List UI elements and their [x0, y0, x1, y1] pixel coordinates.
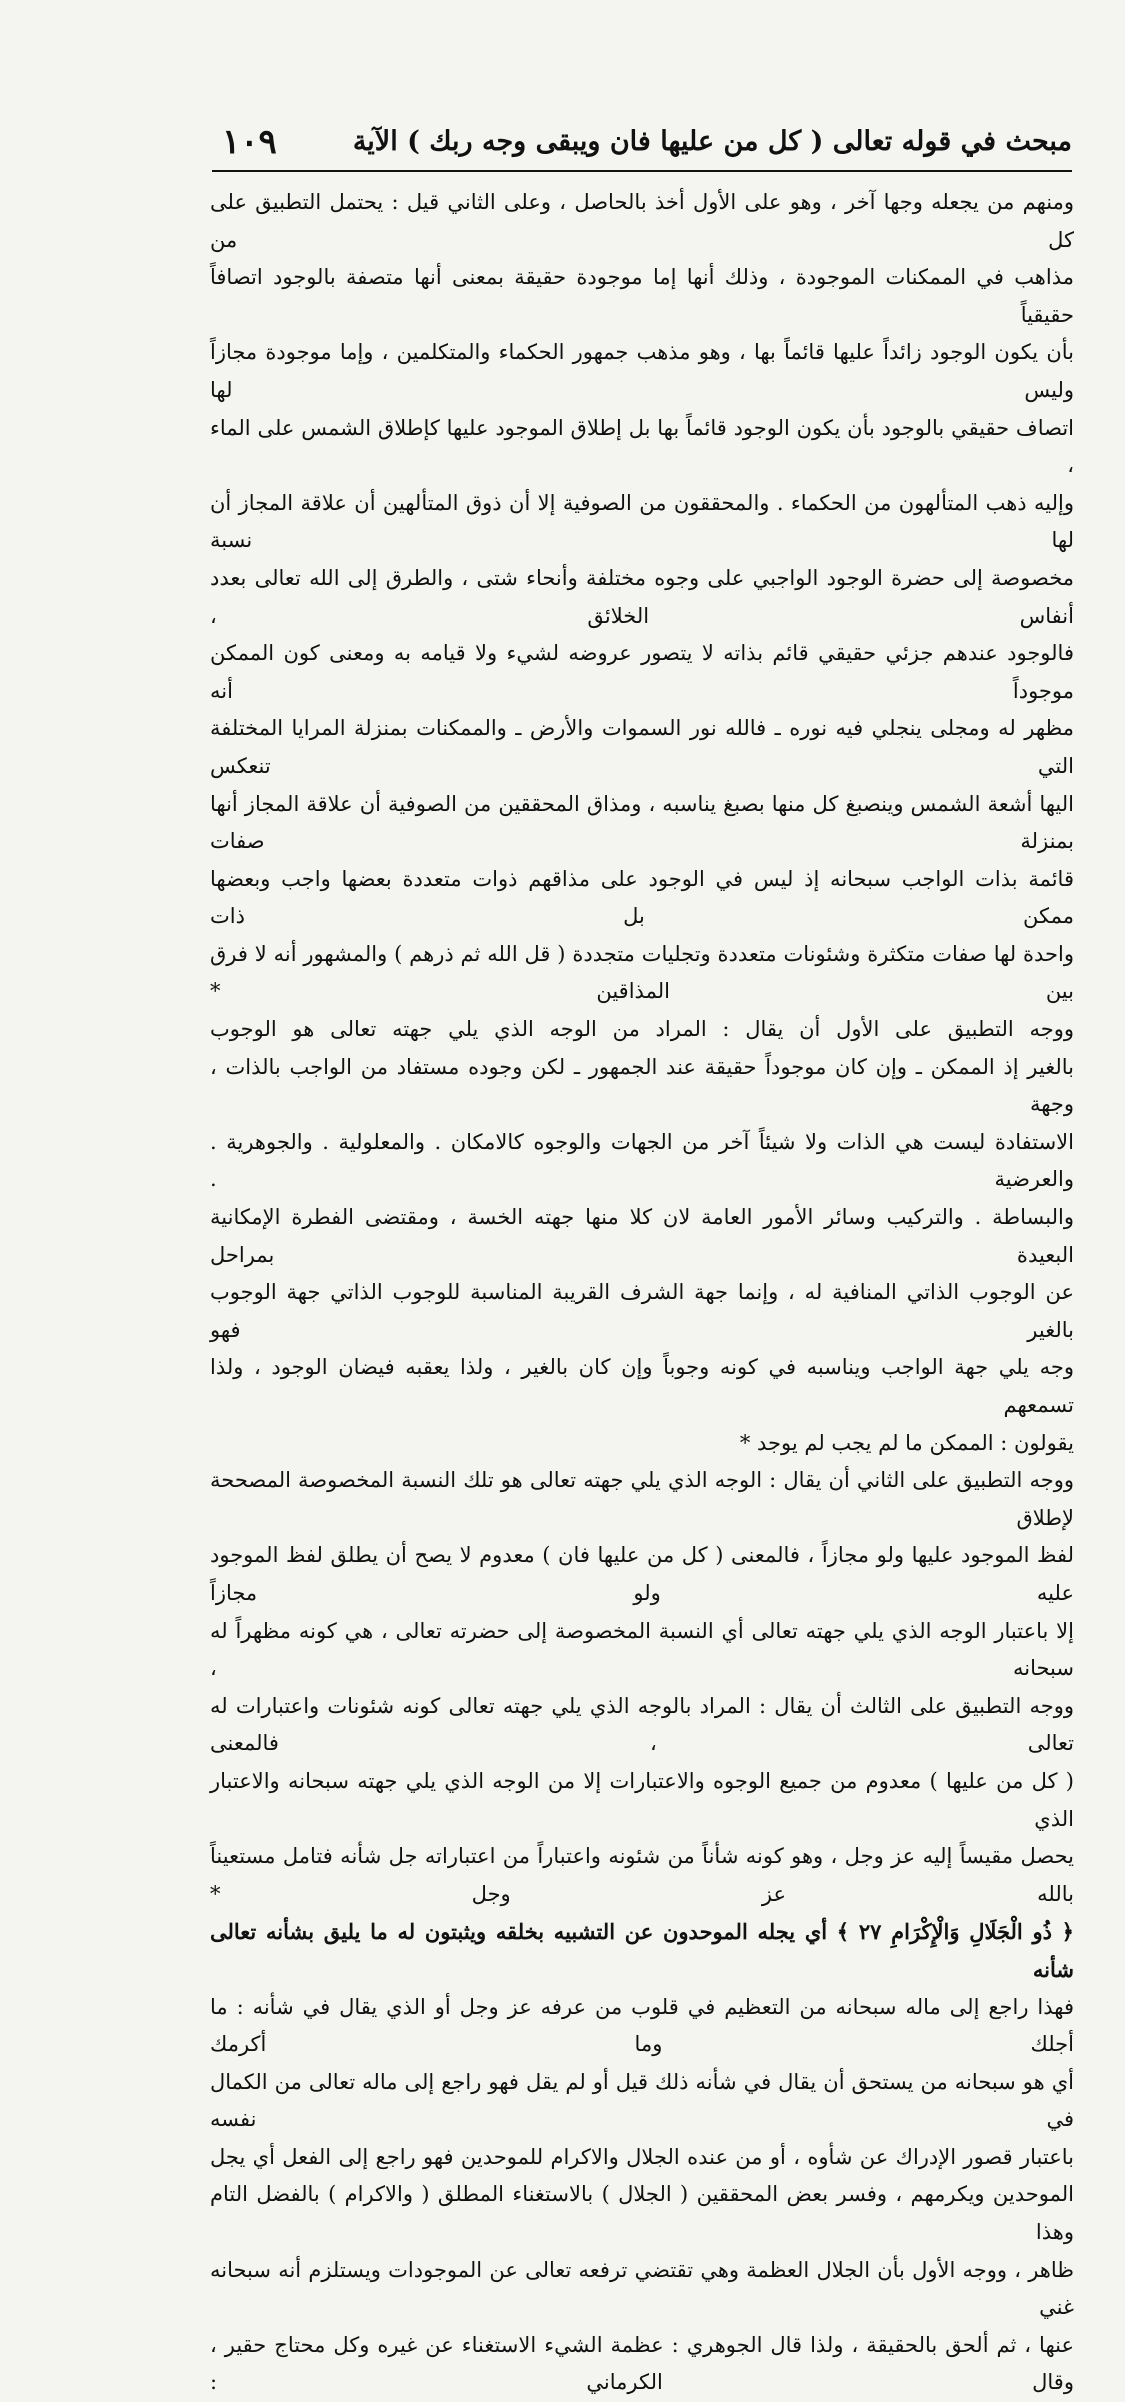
text-line: مذاهب في الممكنات الموجودة ، وذلك أنها إما موجودة حقيقة بمعنى أنها متصفة بالوجود اتصافاً حقيقياً — [210, 265, 1074, 327]
text-line: ( كل من عليها ) معدوم من جميع الوجوه والاعتبارات إلا من الوجه الذي يلي جهته سبحانه والاعتبار الذي — [210, 1768, 1074, 1831]
text-line: قائمة بذات الواجب سبحانه إذ ليس في الوجود على مذاقهم ذوات متعددة بعضها واجب وبعضها ممكن بل ذات — [210, 866, 1074, 929]
body-text — [210, 184, 1074, 2402]
text-line: وإليه ذهب المتألهون من الحكماء . والمحققون من الصوفية إلا أن ذوق المتألهين أن علاقة المجاز أن لها نسبة — [210, 490, 1074, 553]
text-line: اليها أشعة الشمس وينصبغ كل منها بصبغ يناسبه ، ومذاق المحققين من الصوفية أن علاقة المجاز أنها بمنزلة صفات — [210, 791, 1074, 854]
text-line: ووجه التطبيق على الثالث أن يقال : المراد بالوجه الذي يلي جهته تعالى كونه شئونات واعتبارات له تعالى ، فالمعنى — [210, 1693, 1074, 1756]
text-line: عن الوجوب الذاتي المنافية له ، وإنما جهة الشرف القريبة المناسبة للوجوب الذاتي جهة الوجوب بالغير فهو — [210, 1280, 1074, 1342]
text-line: الاستفادة ليست هي الذات ولا شيئاً آخر من الجهات والوجوه كالامكان . والمعلولية . والجوهرية . والعرضية . — [210, 1129, 1074, 1192]
text-line: فهذا راجع إلى ماله سبحانه من التعظيم في قلوب من عرفه عز وجل أو الذي يقال في شأنه : ما أجلك وما أكرمك — [210, 1994, 1074, 2057]
text-line: أي هو سبحانه من يستحق أن يقال في شأنه ذلك قيل أو لم يقل فهو راجع إلى ماله تعالى من الكمال في نفسه — [210, 2069, 1074, 2132]
text-line: بأن يكون الوجود زائداً عليها قائماً بها ، وهو مذهب جمهور الحكماء والمتكلمين ، وإما موجودة مجازاً وليس لها — [210, 340, 1074, 402]
text-line: ووجه التطبيق على الثاني أن يقال : الوجه الذي يلي جهته تعالى هو تلك النسبة المخصوصة المصححة لإطلاق — [210, 1468, 1074, 1530]
text-line: يحصل مقيساً إليه عز وجل ، وهو كونه شأناً من شئونه واعتباراً من اعتباراته جل شأنه فتامل مستعيناً بالله عز وجل * — [210, 1844, 1074, 1906]
text-line: عنها ، ثم ألحق بالحقيقة ، ولذا قال الجوهري : عظمة الشيء الاستغناء عن غيره وكل محتاج حقير ، وقال الكرماني : — [210, 2332, 1074, 2395]
text-line: واحدة لها صفات متكثرة وشئونات متعددة وتجليات متجددة ( قل الله ثم ذرهم ) والمشهور أنه لا فرق بين المذاقين * — [210, 941, 1074, 1004]
text-line: ووجه التطبيق على الأول أن يقال : المراد من الوجه الذي يلي جهته تعالى هو الوجوب — [210, 1017, 1074, 1042]
text-line: إلا باعتبار الوجه الذي يلي جهته تعالى أي النسبة المخصوصة إلى حضرته تعالى ، هي كونه مظهراً له سبحانه ، — [210, 1618, 1074, 1681]
text-line: مظهر له ومجلى ينجلي فيه نوره ـ فالله نور السموات والأرض ـ والممكنات بمنزلة المرايا المختلفة التي تنعكس — [210, 716, 1074, 778]
text-line: فالوجود عندهم جزئي حقيقي قائم بذاته لا يتصور عروضه لشيء ولا قيامه به ومعنى كون الممكن موجوداً أنه — [210, 641, 1074, 703]
running-title: مبحث في قوله تعالى ( كل من عليها فان ويبقى وجه ربك ) الآية — [352, 126, 1072, 157]
text-line: الموحدين ويكرمهم ، وفسر بعض المحققين ( الجلال ) بالاستغناء المطلق ( والاكرام ) بالفضل التام وهذا — [210, 2182, 1074, 2245]
text-line: ومنهم من يجعله وجها آخر ، وهو على الأول أخذ بالحاصل ، وعلى الثاني قيل : يحتمل التطبيق على كل من — [210, 190, 1074, 252]
text-line: لفظ الموجود عليها ولو مجازاً ، فالمعنى ( كل من عليها فان ) معدوم لا يصح أن يطلق لفظ الموجود عليه ولو مجازاً — [210, 1543, 1074, 1605]
text-line: ظاهر ، ووجه الأول بأن الجلال العظمة وهي تقتضي ترفعه تعالى عن الموجودات ويستلزم أنه سبحانه غني — [210, 2257, 1074, 2320]
text-line: والبساطة . والتركيب وسائر الأمور العامة لان كلا منها جهته الخسة ، ومقتضى الفطرة الإمكانية البعيدة بمراحل — [210, 1205, 1074, 1267]
page-header — [212, 122, 1072, 168]
text-line: يقولون : الممكن ما لم يجب لم يوجد * — [739, 1430, 1074, 1455]
text-line: باعتبار قصور الإدراك عن شأوه ، أو من عنده الجلال والاكرام للموحدين فهو راجع إلى الفعل أي يجل — [210, 2144, 1074, 2169]
header-rule — [212, 170, 1072, 172]
text-line: اتصاف حقيقي بالوجود بأن يكون الوجود قائماً بها بل إطلاق الموجود عليها كإطلاق الشمس على الماء ، — [210, 415, 1074, 478]
page-number: ١٠٩ — [222, 122, 277, 162]
text-line: مخصوصة إلى حضرة الوجود الواجبي على وجوه مختلفة وأنحاء شتى ، والطرق إلى الله تعالى بعدد أنفاس الخلائق ، — [210, 565, 1074, 628]
text-line: بالغير إذ الممكن ـ وإن كان موجوداً حقيقة عند الجمهور ـ لكن وجوده مستفاد من الواجب بالذات ، وجهة — [210, 1054, 1074, 1117]
text-line: وجه يلي جهة الواجب ويناسبه في كونه وجوباً وإن كان بالغير ، ولذا يعقبه فيضان الوجود ، ولذا تسمعهم — [210, 1355, 1075, 1417]
verse-line: ﴿ ذُو الْجَلَالِ وَالْإِكْرَامِ ٢٧ ﴾ أي يجله الموحدون عن التشبيه بخلقه ويثبتون له ما يليق بشأنه تعالى شأنه — [210, 1919, 1074, 1982]
